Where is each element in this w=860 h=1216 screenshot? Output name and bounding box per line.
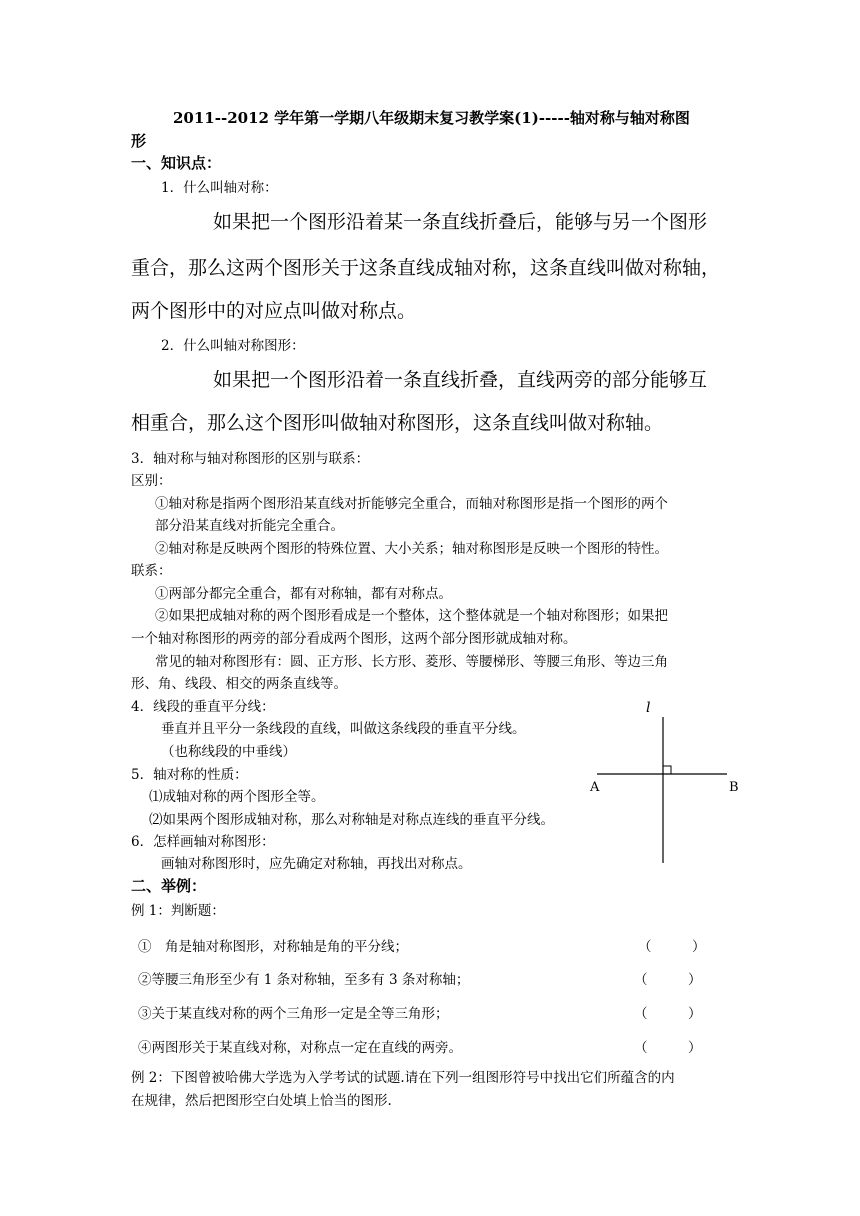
judgement-item-3: ③关于某直线对称的两个三角形一定是全等三角形； [138,1006,449,1022]
answer-1-line-2: 重合，那么这两个图形关于这条直线成轴对称，这条直线叫做对称轴， [131,257,721,279]
example-1-title: 例 1：判断题： [131,903,225,919]
section1-heading: 一、知识点： [131,154,222,172]
question-1: 1．什么叫轴对称： [161,180,278,196]
answer-bracket-4: （ ） [634,1040,702,1056]
question-6: 6．怎样画轴对称图形： [131,834,275,850]
judgement-item-1: ① 角是轴对称图形，对称轴是角的平分线； [138,939,408,955]
answer-5-line-2: ⑵如果两个图形成轴对称，那么对称轴是对称点连线的垂直平分线。 [149,812,554,828]
title-line-2: 形 [131,132,147,150]
difference-line-1: ①轴对称是指两个图形沿某直线对折能够完全重合，而轴对称图形是指一个图形的两个 [155,496,668,512]
difference-line-3: ②轴对称是反映两个图形的特殊位置、大小关系；轴对称图形是反映一个图形的特性。 [155,541,668,557]
answer-4-line-1: 垂直并且平分一条线段的直线，叫做这条线段的垂直平分线。 [161,721,526,737]
question-3: 3．轴对称与轴对称图形的区别与联系： [131,451,370,467]
answer-bracket-3: （ ） [634,1006,702,1022]
question-5: 5．轴对称的性质： [131,767,248,783]
example-2-line-2: 在规律，然后把图形空白处填上恰当的图形. [131,1093,392,1109]
figure-label-l: l [646,700,651,716]
answer-bracket-2: （ ） [634,972,702,988]
question-2: 2．什么叫轴对称图形： [161,338,305,354]
figure-label-b: B [729,780,739,795]
right-angle-mark [663,766,671,774]
connection-line-3: 一个轴对称图形的两旁的部分看成两个图形，这两个部分图形就成轴对称。 [131,631,577,647]
answer-5-line-1: ⑴成轴对称的两个图形全等。 [149,789,325,805]
answer-bracket-1: （ ） [638,939,706,955]
difference-line-2: 部分沿某直线对折能完全重合。 [155,518,344,534]
connection-line-1: ①两部分都完全重合，都有对称轴，都有对称点。 [155,586,452,602]
difference-label: 区别： [131,473,172,489]
connection-label: 联系： [131,563,172,579]
answer-1-line-1: 如果把一个图形沿着某一条直线折叠后，能够与另一个图形 [213,211,708,233]
title-line-1: 2011--2012 学年第一学期八年级期末复习教学案(1)-----轴对称与轴对称图 [173,109,690,127]
answer-2-line-2: 相重合，那么这个图形叫做轴对称图形，这条直线叫做对称轴。 [131,412,664,434]
judgement-item-2: ②等腰三角形至少有 1 条对称轴，至多有 3 条对称轴； [138,972,470,988]
connection-line-2: ②如果把成轴对称的两个图形看成是一个整体，这个整体就是一个轴对称图形；如果把 [155,608,668,624]
question-4: 4．线段的垂直平分线： [131,699,275,715]
figure-label-a: A [590,780,600,795]
connection-line-4: 常见的轴对称图形有：圆、正方形、长方形、菱形、等腰梯形、等腰三角形、等边三角 [155,654,668,670]
answer-6: 画轴对称图形时，应先确定对称轴，再找出对称点。 [161,856,472,872]
judgement-item-4: ④两图形关于某直线对称，对称点一定在直线的两旁。 [138,1040,462,1056]
section2-heading: 二、举例： [131,877,207,895]
answer-4-line-2: （也称线段的中垂线） [161,744,296,760]
answer-1-line-3: 两个图形中的对应点叫做对称点。 [131,300,417,322]
connection-line-5: 形、角、线段、相交的两条直线等。 [131,676,347,692]
answer-2-line-1: 如果把一个图形沿着一条直线折叠，直线两旁的部分能够互 [213,369,708,391]
example-2-line-1: 例 2：下图曾被哈佛大学选为入学考试的试题.请在下列一组图形符号中找出它们所蕴含的内 [131,1070,675,1086]
